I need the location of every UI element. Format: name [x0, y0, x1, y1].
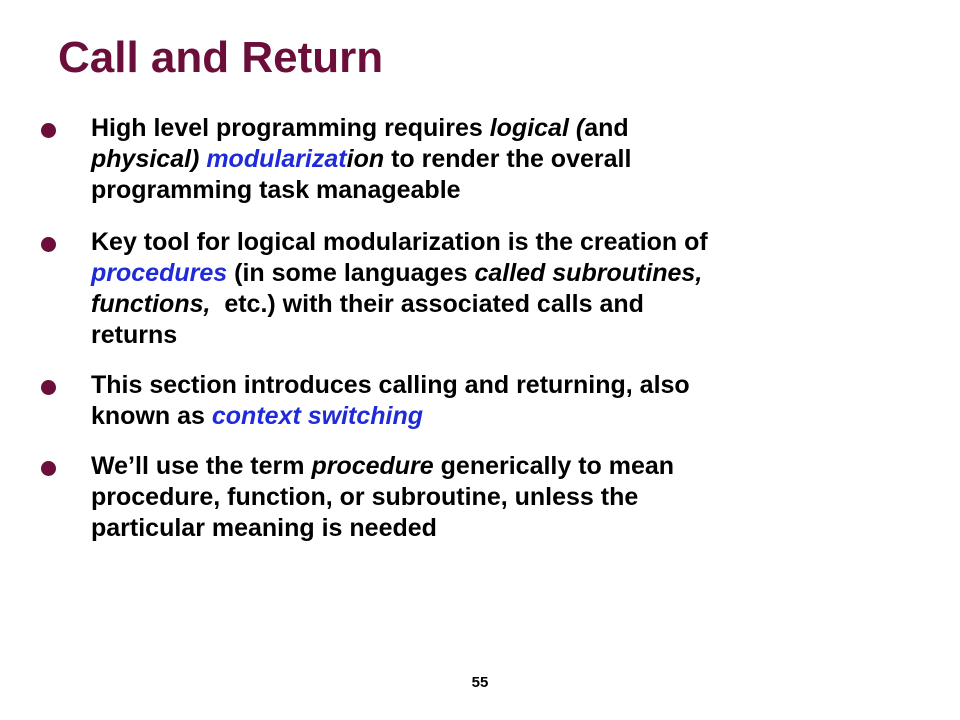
bullet-dot-icon: [41, 461, 56, 476]
page-number: 55: [471, 674, 489, 691]
bullet-dot-icon: [41, 123, 56, 138]
bullet-item: [41, 451, 921, 544]
text-run: High level programming requires: [91, 114, 490, 142]
bullet-text: [91, 451, 921, 544]
text-run: modularizat: [206, 145, 347, 173]
text-run: context switching: [211, 402, 424, 430]
text-run: etc.) with their associated calls and returns: [91, 290, 644, 349]
bullet-item: [41, 113, 921, 206]
slide-title: Call and Return: [58, 33, 384, 82]
text-run: This section introduces calling and returning, also known as: [91, 371, 690, 430]
text-run: We’ll use the term: [91, 452, 312, 480]
bullet-dot-icon: [41, 237, 56, 252]
text-run: called subroutines, functions,: [91, 259, 703, 318]
text-run: (in some languages: [227, 259, 475, 287]
bullet-item: [41, 227, 921, 351]
bullet-item: [41, 370, 921, 432]
bullet-dot-icon: [41, 380, 56, 395]
text-run: to render the overall programming task manageable: [91, 145, 632, 204]
bullet-text: [91, 113, 921, 206]
text-run: generically to mean procedure, function, or subroutine, unless the particular meaning is needed: [91, 452, 675, 542]
bullet-text: [91, 227, 921, 351]
text-run: procedures: [91, 259, 228, 287]
text-run: and: [584, 114, 629, 142]
text-run: ion: [346, 145, 385, 173]
text-run: procedure: [311, 452, 434, 480]
text-run: physical): [91, 145, 207, 173]
text-run: Key tool for logical modularization is the creation of: [91, 228, 708, 256]
text-run: logical (: [489, 114, 585, 142]
bullet-text: [91, 370, 921, 432]
